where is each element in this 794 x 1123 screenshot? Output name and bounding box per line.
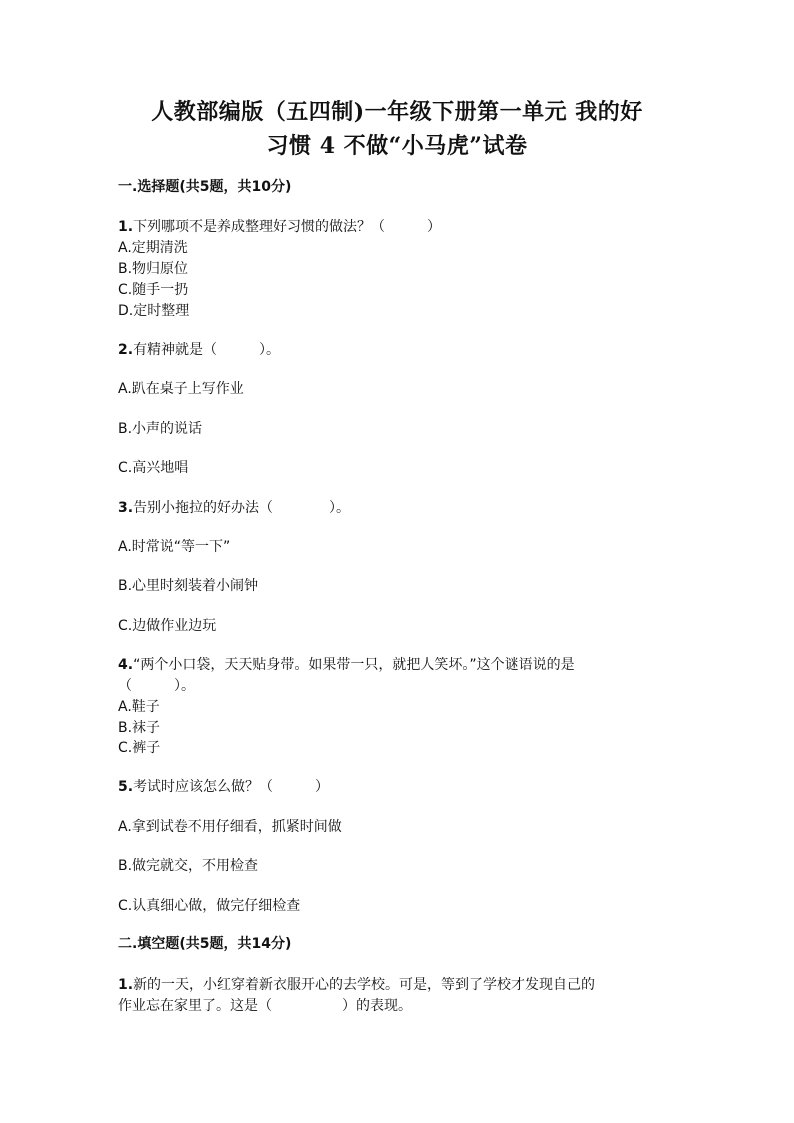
question-stem: 告别小拖拉的好办法（ ）。: [133, 500, 351, 516]
option-b: B.袜子: [118, 720, 161, 736]
option-b: B.心里时刻装着小闹钟: [118, 578, 259, 594]
question-stem: 有精神就是（ ）。: [133, 342, 281, 358]
question-stem: 考试时应该怎么做？（ ）: [133, 779, 330, 795]
option-a: A.时常说“等一下”: [118, 539, 231, 555]
question-number: 4.: [118, 657, 134, 673]
question-3: [118, 498, 350, 518]
question-number: 5.: [118, 779, 134, 795]
option-c: C.裤子: [118, 740, 161, 756]
question-number: 1.: [118, 977, 134, 993]
question-4-stem-continued: （ ）。: [118, 678, 195, 694]
option-a: A.鞋子: [118, 699, 160, 715]
option-a: A.拿到试卷不用仔细看，抓紧时间做: [118, 819, 342, 835]
exam-title-line-2: 习惯 4 不做“小马虎”试卷: [266, 133, 528, 159]
section-heading-fill: 二.填空题(共5题，共14分): [118, 936, 292, 952]
option-a: A.趴在桌子上写作业: [118, 381, 244, 397]
question-stem: 下列哪项不是养成整理好习惯的做法？（ ）: [133, 219, 442, 235]
option-b: B.做完就交，不用检查: [118, 858, 259, 874]
fill-question-1: [118, 975, 595, 995]
section-heading-choice: 一.选择题(共5题，共10分): [118, 179, 292, 195]
option-c: C.随手一扔: [118, 282, 189, 298]
question-5: [118, 777, 329, 797]
option-c: C.高兴地唱: [118, 460, 189, 476]
question-2: [118, 340, 280, 360]
option-c: C.认真细心做，做完仔细检查: [118, 898, 301, 914]
question-number: 1.: [118, 219, 134, 235]
fill-question-1-continued: 作业忘在家里了。这是（ ）的表现。: [118, 998, 412, 1014]
option-d: D.定时整理: [118, 303, 190, 319]
question-stem: “两个小口袋，天天贴身带。如果带一只，就把人笑坏。”这个谜语说的是: [133, 657, 575, 673]
option-b: B.小声的说话: [118, 421, 203, 437]
option-b: B.物归原位: [118, 261, 189, 277]
exam-title-line-1: 人教部编版（五四制)一年级下册第一单元 我的好: [151, 99, 643, 125]
question-stem: 新的一天，小红穿着新衣服开心的去学校。可是，等到了学校才发现自己的: [133, 977, 596, 993]
question-4: [118, 655, 575, 675]
question-number: 2.: [118, 342, 134, 358]
question-number: 3.: [118, 500, 134, 516]
question-1: [118, 217, 441, 237]
option-c: C.边做作业边玩: [118, 618, 217, 634]
option-a: A.定期清洗: [118, 240, 188, 256]
